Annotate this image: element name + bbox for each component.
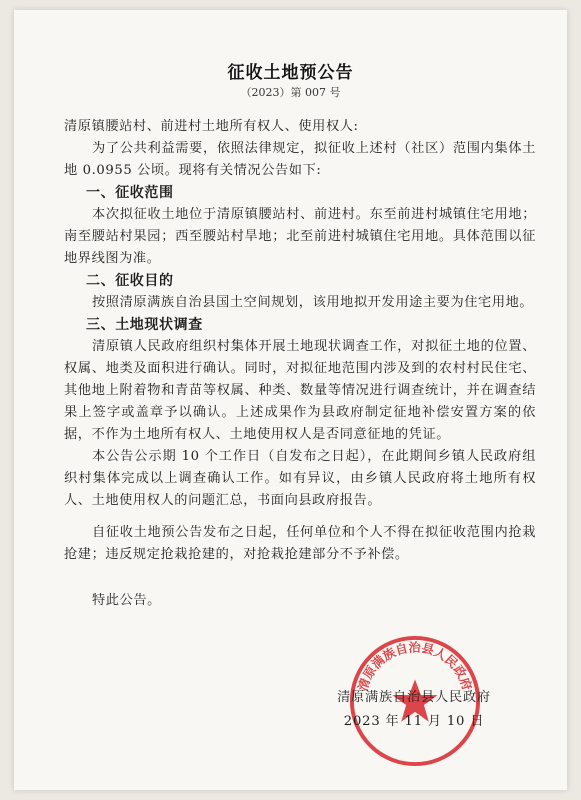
issue-date: 2023 年 11 月 10 日 bbox=[343, 714, 485, 729]
notice-paragraph: 自征收土地预公告发布之日起，任何单位和个人不得在拟征收范围内抢栽抢建；违反规定抢栽抢建的，对抢栽抢建部分不予补偿。 bbox=[64, 525, 536, 562]
addressee: 清原镇腰站村、前进村土地所有权人、使用权人: bbox=[64, 119, 359, 134]
closing-text: 特此公告。 bbox=[92, 593, 161, 608]
section-heading-survey: 三、土地现状调查 bbox=[86, 317, 203, 333]
section-survey-paragraph-2: 本公告公示期 10 个工作日（自发布之日起），在此期间乡镇人民政府组织村集体完成以上调查确认工作。如有异议，由乡镇人民政府将土地所有权人、土地使用权人的问题汇总，书面向县政府报告。 bbox=[64, 449, 536, 508]
section-heading-scope: 一、征收范围 bbox=[86, 185, 174, 201]
section-scope-paragraph: 本次拟征收土地位于清原镇腰站村、前进村。东至前进村城镇住宅用地；南至腰站村果园；西至腰站村旱地；北至前进村城镇住宅用地。具体范围以征地界线图为准。 bbox=[64, 207, 536, 266]
intro-paragraph: 为了公共利益需要，依照法律规定，拟征收上述村（社区）范围内集体土地 0.0955 公顷。现将有关情况公告如下: bbox=[64, 141, 536, 178]
section-survey-paragraph-1: 清原镇人民政府组织村集体开展土地现状调查工作，对拟征土地的位置、权属、地类及面积进行确认。同时，对拟征地范围内涉及到的农村村民住宅、其他地上附着物和青苗等权属、种类、数量等情况进行调查统计，并在调查结果上签字或盖章予以确认。上述成果作为县政府制定征地补偿安置方案的依据，不作为土地所有权人、土地使用权人是否同意征地的凭证。 bbox=[64, 339, 536, 442]
svg-text:清原满族自治县人民政府: 清原满族自治县人民政府 bbox=[355, 640, 475, 693]
document-page bbox=[14, 10, 567, 790]
section-purpose-paragraph: 按照清原满族自治县国土空间规划，该用地拟开发用途主要为住宅用地。 bbox=[92, 295, 534, 310]
page-title: 征收土地预公告 bbox=[227, 63, 354, 83]
issuer-name: 清原满族自治县人民政府 bbox=[337, 690, 491, 705]
section-heading-purpose: 二、征收目的 bbox=[86, 273, 174, 289]
document-body bbox=[64, 116, 536, 612]
document-number: （2023）第 007 号 bbox=[240, 86, 341, 99]
